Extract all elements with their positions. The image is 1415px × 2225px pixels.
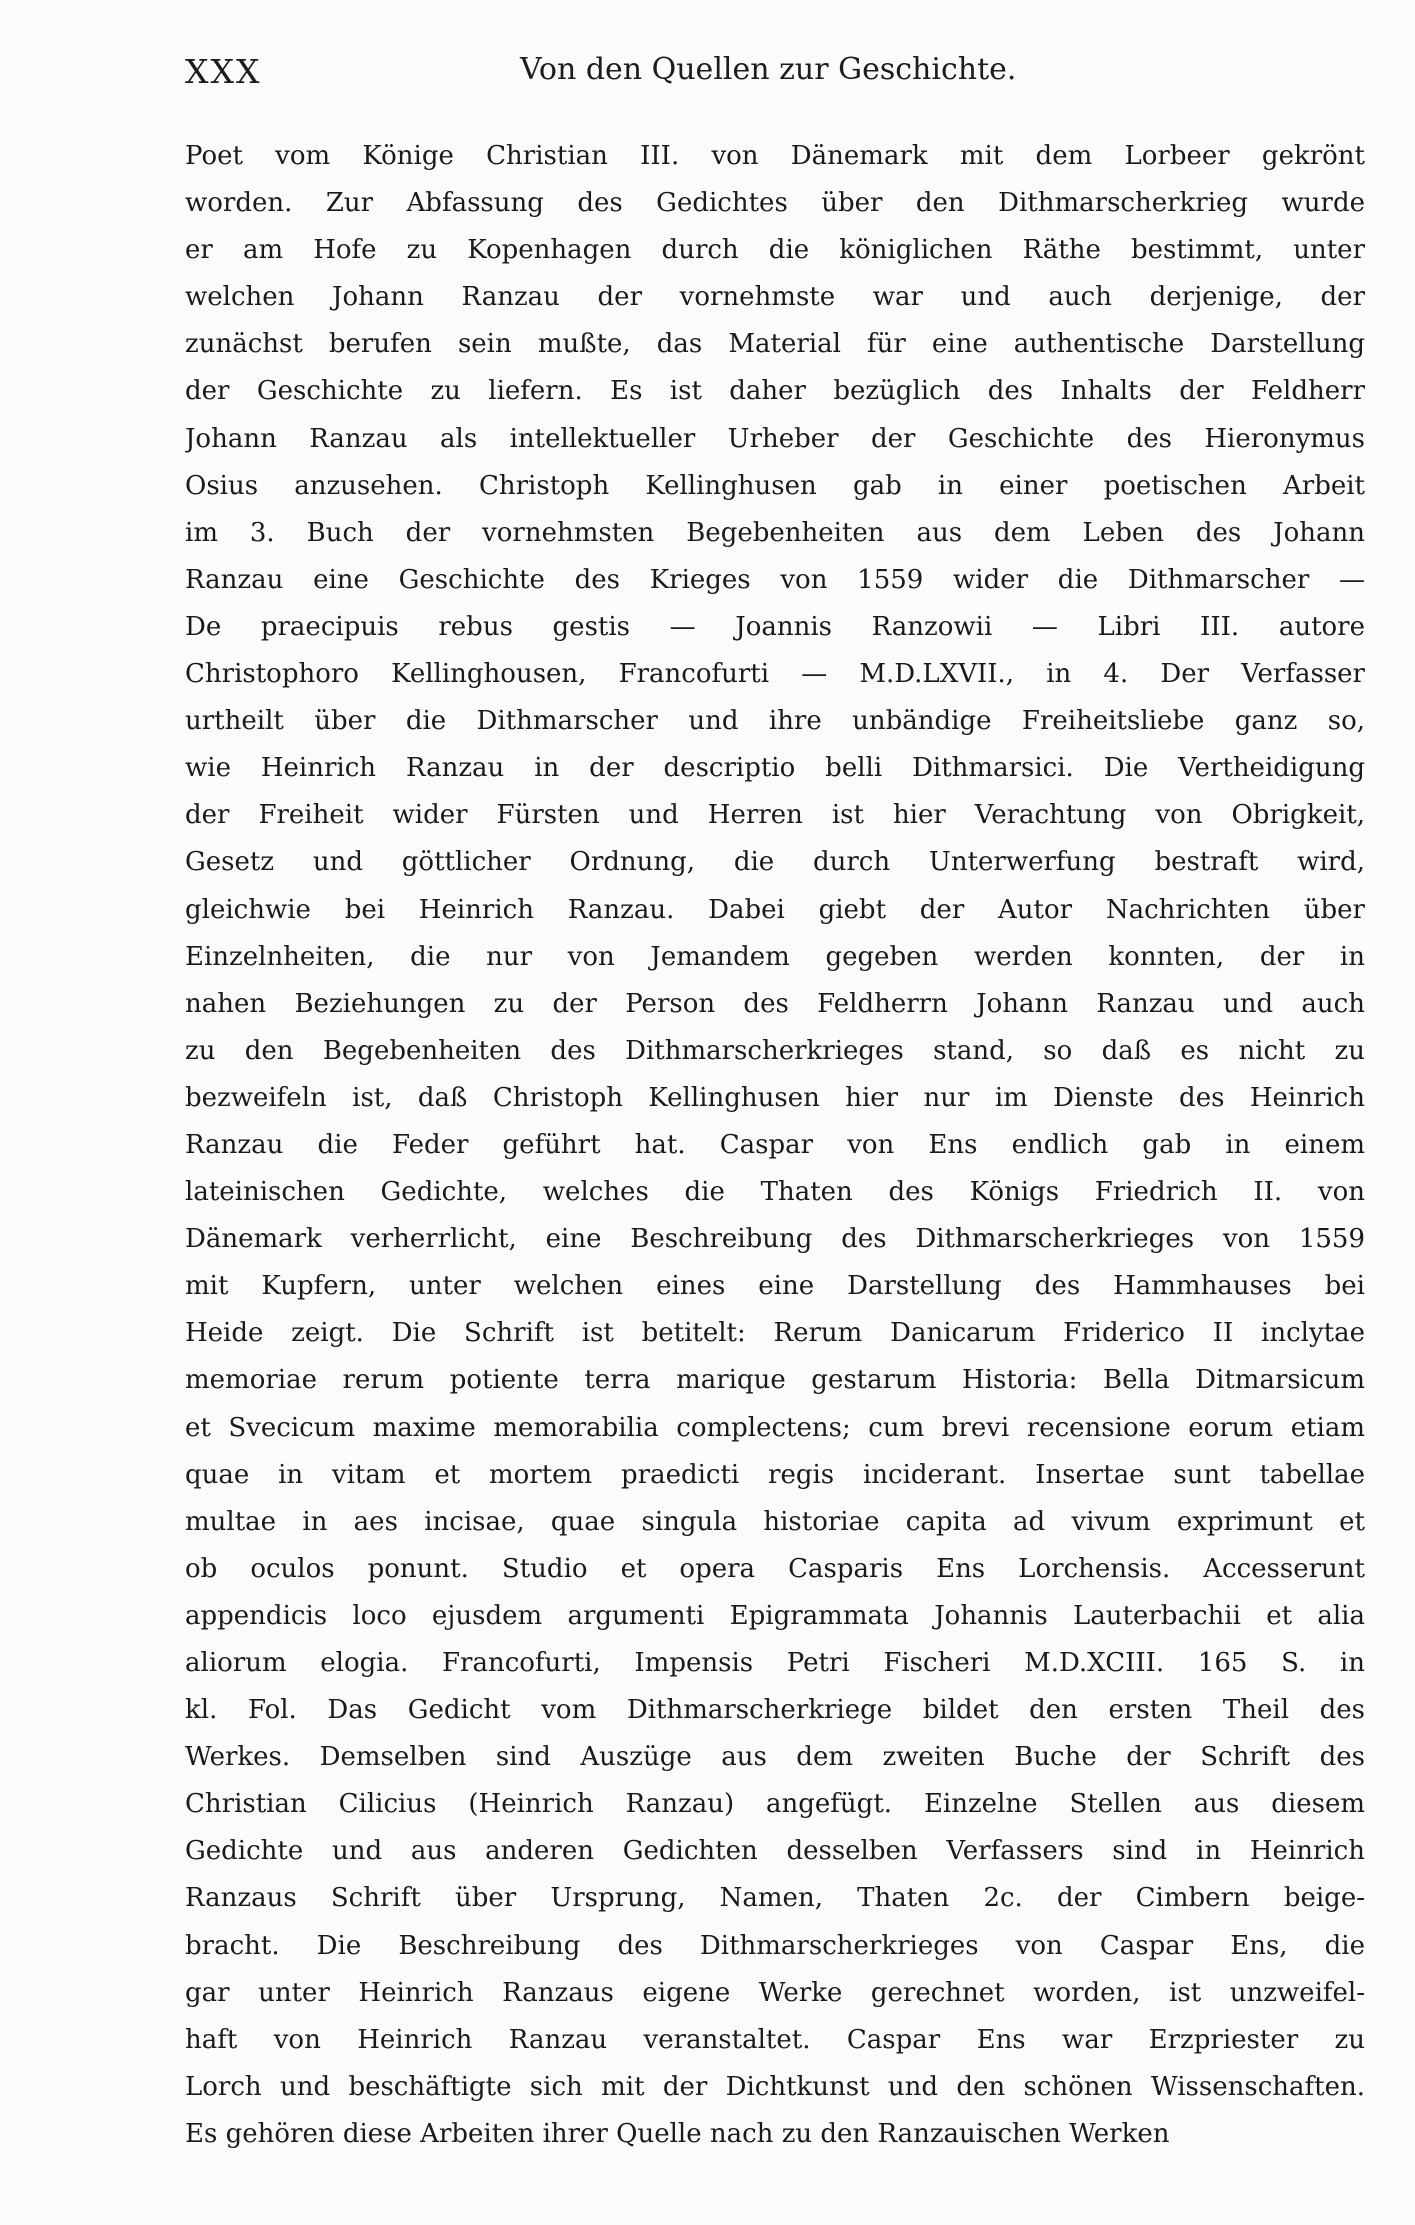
text-line: et Svecicum maxime memorabilia complectens; cum brevi recensione eorum etiam bbox=[185, 1412, 1365, 1443]
text-line: Gesetz und göttlicher Ordnung, die durch Unterwerfung bestraft wird, bbox=[185, 847, 1365, 878]
text-line: der Geschichte zu liefern. Es ist daher bezüglich des Inhalts der Feldherr bbox=[185, 376, 1365, 407]
text-line: Christophoro Kellinghousen, Francofurti — M.D.LXVII., in 4. Der Verfasser bbox=[185, 659, 1365, 690]
text-line: memoriae rerum potiente terra marique gestarum Historia: Bella Ditmarsicum bbox=[185, 1365, 1365, 1396]
text-line: worden. Zur Abfassung des Gedichtes über den Dithmarscherkrieg wurde bbox=[185, 188, 1365, 219]
text-line: er am Hofe zu Kopenhagen durch die königlichen Räthe bestimmt, unter bbox=[185, 235, 1365, 266]
text-line: nahen Beziehungen zu der Person des Feldherrn Johann Ranzau und auch bbox=[185, 988, 1365, 1019]
text-line: Ranzau eine Geschichte des Krieges von 1559 wider die Dithmarscher — bbox=[185, 564, 1365, 595]
text-line: lateinischen Gedichte, welches die Thaten des Königs Friedrich II. von bbox=[185, 1177, 1365, 1208]
running-title: Von den Quellen zur Geschichte. bbox=[520, 52, 1017, 87]
text-line: haft von Heinrich Ranzau veranstaltet. Caspar Ens war Erzpriester zu bbox=[185, 2024, 1365, 2055]
text-line: Einzelnheiten, die nur von Jemandem gegeben werden konnten, der in bbox=[185, 941, 1365, 972]
text-line: ob oculos ponunt. Studio et opera Casparis Ens Lorchensis. Accesserunt bbox=[185, 1553, 1365, 1584]
text-line: Werkes. Demselben sind Auszüge aus dem zweiten Buche der Schrift des bbox=[185, 1742, 1365, 1773]
page-number: XXX bbox=[185, 52, 262, 91]
text-line: Christian Cilicius (Heinrich Ranzau) angefügt. Einzelne Stellen aus diesem bbox=[185, 1789, 1365, 1820]
text-line: Heide zeigt. Die Schrift ist betitelt: Rerum Danicarum Friderico II inclytae bbox=[185, 1318, 1365, 1349]
text-line: Johann Ranzau als intellektueller Urheber der Geschichte des Hieronymus bbox=[185, 423, 1365, 454]
text-line: Lorch und beschäftigte sich mit der Dichtkunst und den schönen Wissenschaften. bbox=[185, 2071, 1365, 2102]
text-line: Dänemark verherrlicht, eine Beschreibung des Dithmarscherkrieges von 1559 bbox=[185, 1224, 1365, 1255]
text-line: kl. Fol. Das Gedicht vom Dithmarscherkriege bildet den ersten Theil des bbox=[185, 1695, 1365, 1726]
text-line: Poet vom Könige Christian III. von Dänemark mit dem Lorbeer gekrönt bbox=[185, 141, 1365, 171]
text-line: Es gehören diese Arbeiten ihrer Quelle nach zu den Ranzauischen Werken bbox=[185, 2118, 1170, 2149]
text-line: zu den Begebenheiten des Dithmarscherkrieges stand, so daß es nicht zu bbox=[185, 1035, 1365, 1066]
text-line: wie Heinrich Ranzau in der descriptio belli Dithmarsici. Die Vertheidigung bbox=[185, 753, 1365, 784]
text-line: Ranzau die Feder geführt hat. Caspar von Ens endlich gab in einem bbox=[185, 1129, 1365, 1160]
text-line: Osius anzusehen. Christoph Kellinghusen gab in einer poetischen Arbeit bbox=[185, 470, 1365, 501]
body-text bbox=[185, 133, 1365, 2158]
text-line: zunächst berufen sein mußte, das Material für eine authentische Darstellung bbox=[185, 329, 1365, 360]
text-line: gar unter Heinrich Ranzaus eigene Werke gerechnet worden, ist unzweifel- bbox=[185, 1977, 1365, 2008]
text-line: appendicis loco ejusdem argumenti Epigrammata Johannis Lauterbachii et alia bbox=[185, 1600, 1365, 1631]
text-line: urtheilt über die Dithmarscher und ihre unbändige Freiheitsliebe ganz so, bbox=[185, 706, 1365, 737]
text-line: gleichwie bei Heinrich Ranzau. Dabei giebt der Autor Nachrichten über bbox=[185, 894, 1365, 925]
text-line: welchen Johann Ranzau der vornehmste war und auch derjenige, der bbox=[185, 282, 1365, 313]
text-line: Ranzaus Schrift über Ursprung, Namen, Thaten 2c. der Cimbern beige- bbox=[185, 1883, 1365, 1914]
text-line: mit Kupfern, unter welchen eines eine Darstellung des Hammhauses bei bbox=[185, 1271, 1365, 1302]
text-line: bezweifeln ist, daß Christoph Kellinghusen hier nur im Dienste des Heinrich bbox=[185, 1082, 1365, 1113]
page-header bbox=[185, 52, 1365, 102]
text-line: De praecipuis rebus gestis — Joannis Ranzowii — Libri III. autore bbox=[185, 611, 1365, 642]
text-line: Gedichte und aus anderen Gedichten desselben Verfassers sind in Heinrich bbox=[185, 1836, 1365, 1867]
text-line: quae in vitam et mortem praedicti regis inciderant. Insertae sunt tabellae bbox=[185, 1459, 1365, 1490]
text-line: bracht. Die Beschreibung des Dithmarscherkrieges von Caspar Ens, die bbox=[185, 1930, 1365, 1961]
text-line: der Freiheit wider Fürsten und Herren ist hier Verachtung von Obrigkeit, bbox=[185, 800, 1365, 831]
text-line: aliorum elogia. Francofurti, Impensis Petri Fischeri M.D.XCIII. 165 S. in bbox=[185, 1648, 1365, 1678]
text-line: im 3. Buch der vornehmsten Begebenheiten aus dem Leben des Johann bbox=[185, 517, 1365, 548]
text-line: multae in aes incisae, quae singula historiae capita ad vivum exprimunt et bbox=[185, 1506, 1365, 1537]
